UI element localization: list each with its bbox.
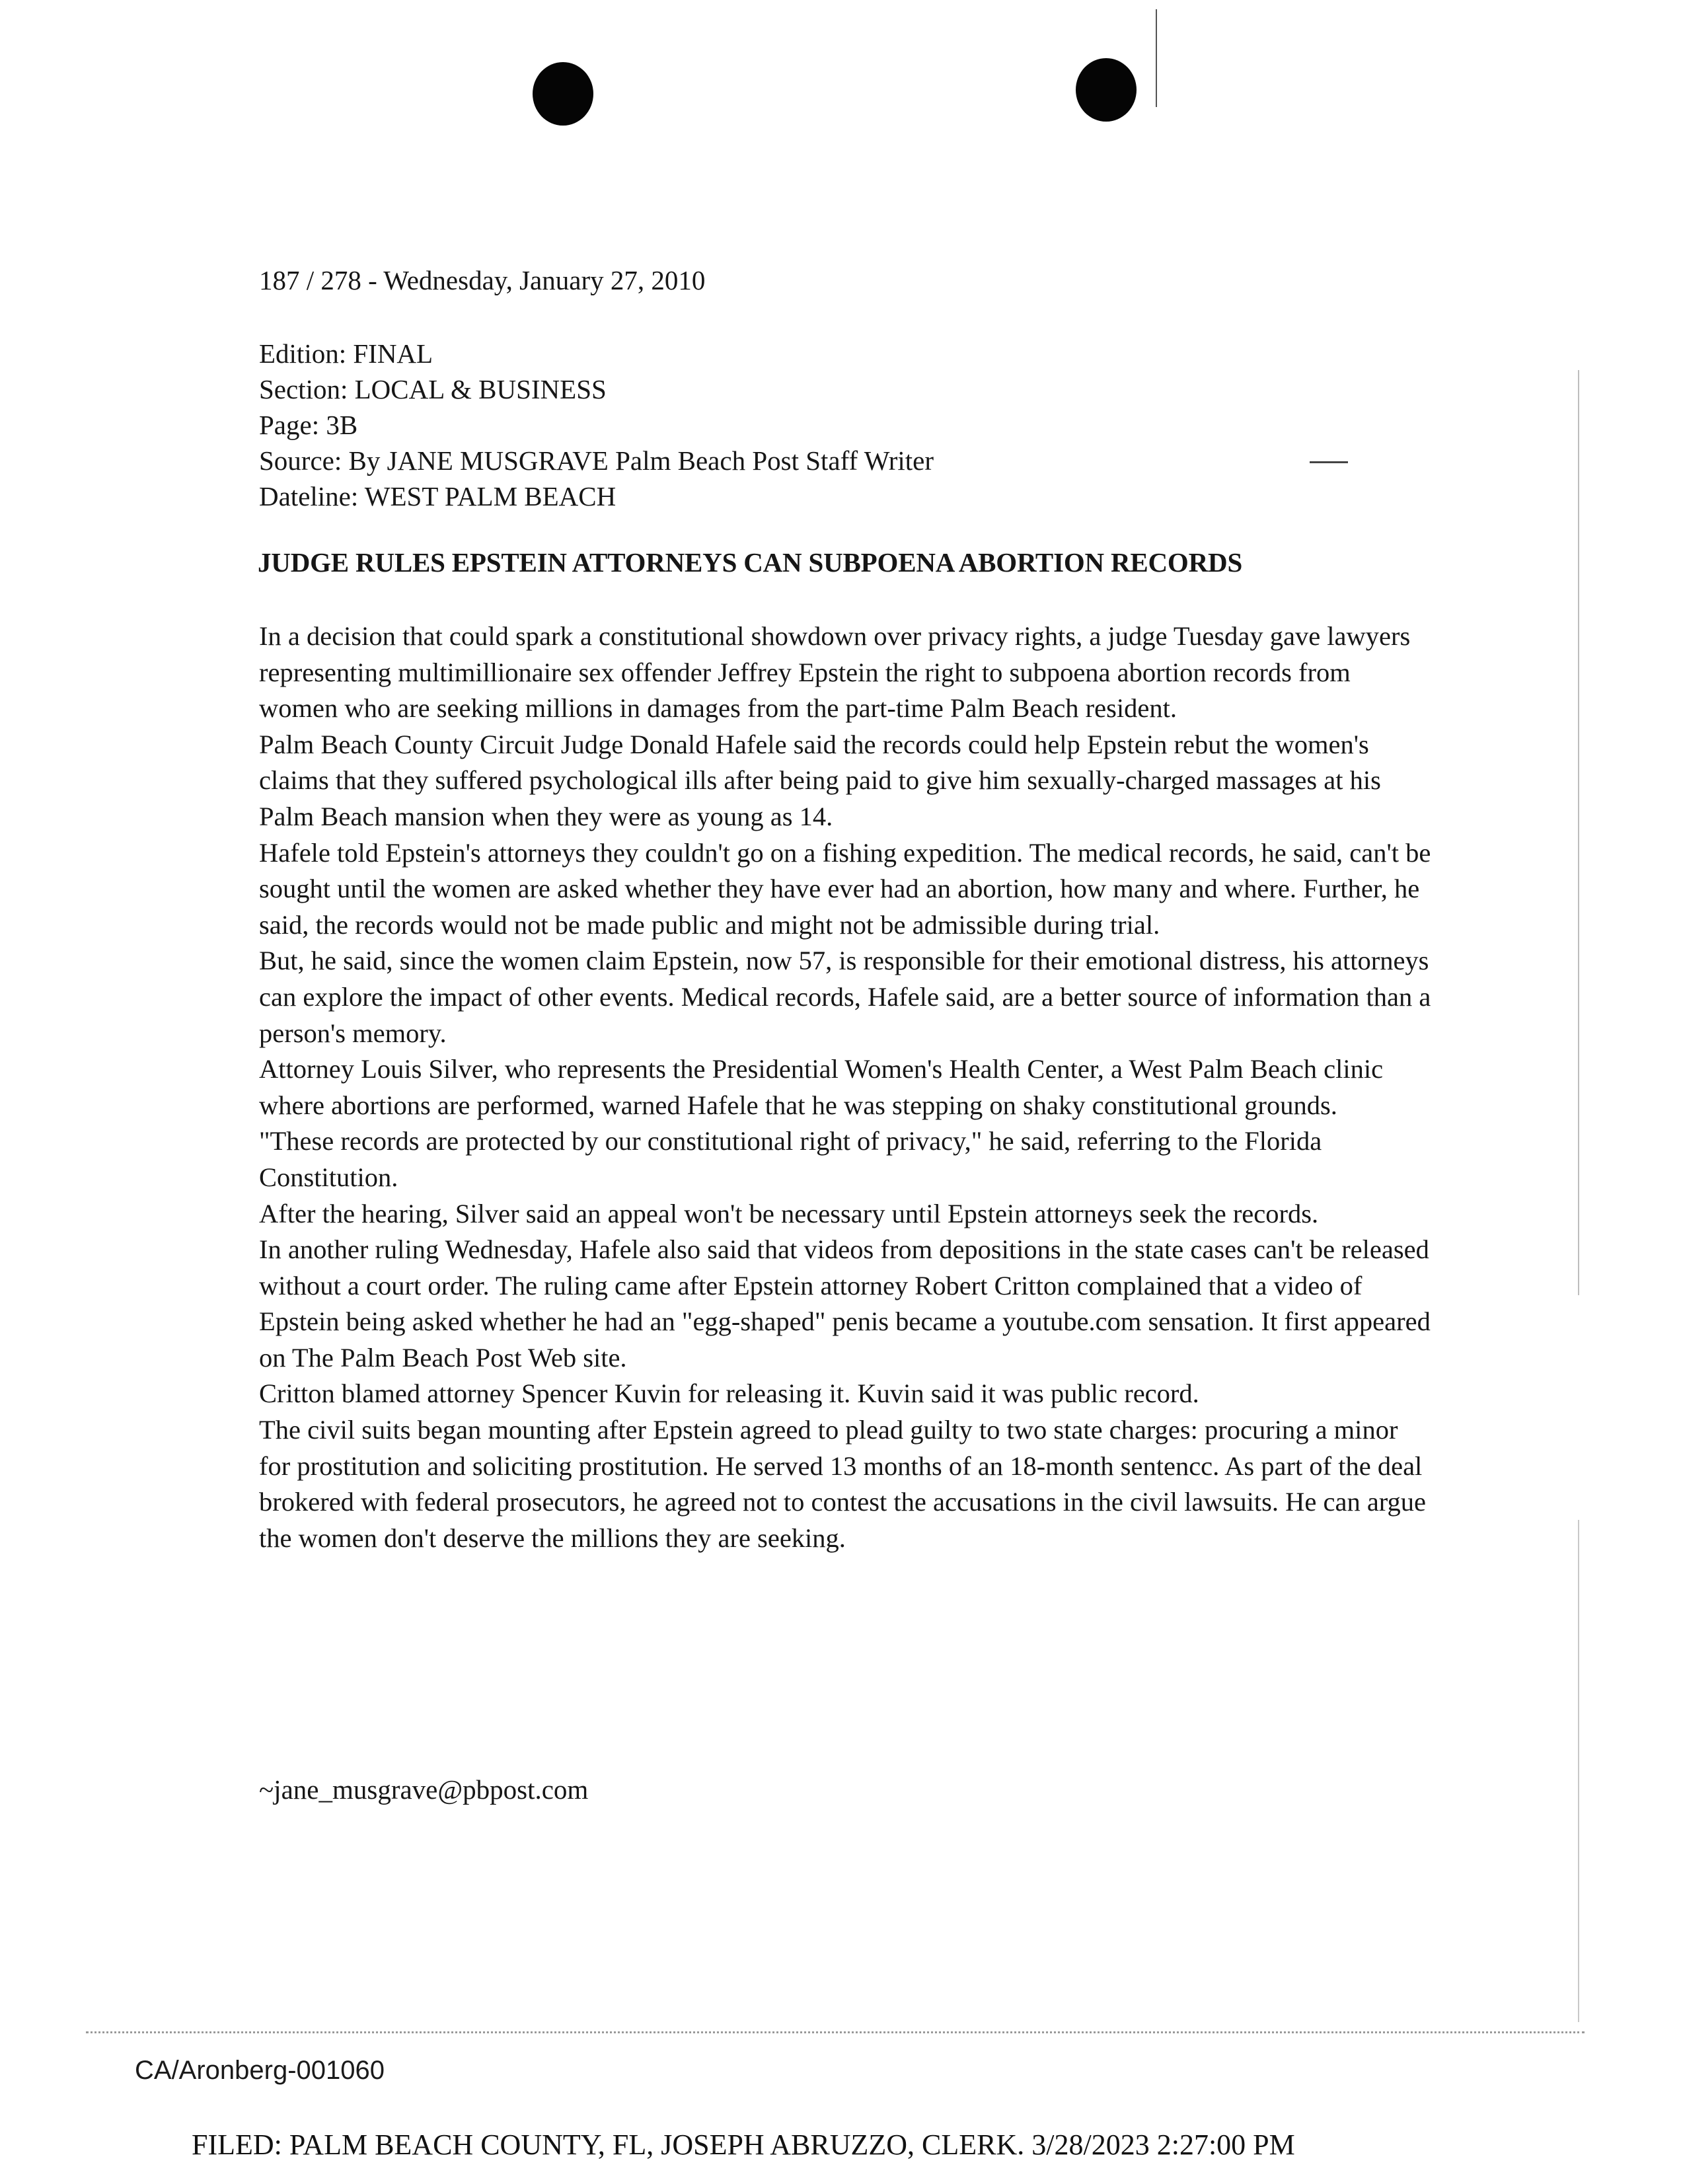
- paragraph: Critton blamed attorney Spencer Kuvin for releasing it. Kuvin said it was public record.: [259, 1378, 1199, 1409]
- article-body: [259, 619, 1435, 1556]
- source-line: Source: By JANE MUSGRAVE Palm Beach Post Staff Writer: [259, 445, 934, 476]
- scan-mark-right-edge-2: [1578, 1520, 1579, 2022]
- paragraph: But, he said, since the women claim Epstein, now 57, is responsible for their emotional distress, his attorneys can explore the impact of other events. Medical records, Hafele said, are a better source of information than a person's memory.: [259, 946, 1431, 1048]
- page-line: Page: 3B: [259, 410, 358, 440]
- metadata-block: [259, 336, 1435, 514]
- paragraph: Hafele told Epstein's attorneys they couldn't go on a fishing expedition. The medical records, he said, can't be sought until the women are asked whether they have ever had an abortion, how many and where. Further, he said, the records would not be made public and might not be admissible during trial.: [259, 837, 1431, 940]
- paragraph: In a decision that could spark a constitutional showdown over privacy rights, a judge Tuesday gave lawyers representing multimillionaire sex offender Jeffrey Epstein the right to subpoena abortion records from women who are seeking millions in damages from the part-time Palm Beach resident.: [259, 621, 1411, 724]
- paragraph: Attorney Louis Silver, who represents the Presidential Women's Health Center, a West Palm Beach clinic where abortions are performed, warned Hafele that he was stepping on shaky constitutional grounds.: [259, 1054, 1384, 1120]
- bates-number: CA/Aronberg-001060: [135, 2056, 385, 2085]
- punch-hole-left: [533, 62, 593, 126]
- page-separator: [86, 2031, 1585, 2033]
- section-line: Section: LOCAL & BUSINESS: [259, 374, 607, 404]
- paragraph: Palm Beach County Circuit Judge Donald Hafele said the records could help Epstein rebut the women's claims that they suffered psychological ills after being paid to give him sexually-charged massages at his Palm Beach mansion when they were as young as 14.: [259, 729, 1381, 831]
- article-headline: JUDGE RULES EPSTEIN ATTORNEYS CAN SUBPOENA ABORTION RECORDS: [258, 547, 1243, 578]
- paragraph: In another ruling Wednesday, Hafele also said that videos from depositions in the state cases can't be released without a court order. The ruling came after Epstein attorney Robert Critton complained that a video of Epstein being asked whether he had an "egg-shaped" penis became a youtube.com sensation. It first appeared on The Palm Beach Post Web site.: [259, 1234, 1431, 1373]
- date-line: 187 / 278 - Wednesday, January 27, 2010: [259, 265, 706, 295]
- paragraph: After the hearing, Silver said an appeal won't be necessary until Epstein attorneys seek the records.: [259, 1198, 1319, 1228]
- dateline-line: Dateline: WEST PALM BEACH: [259, 481, 616, 511]
- edition-line: Edition: FINAL: [259, 338, 433, 369]
- filed-stamp: FILED: PALM BEACH COUNTY, FL, JOSEPH ABRUZZO, CLERK. 3/28/2023 2:27:00 PM: [192, 2128, 1295, 2161]
- paragraph: The civil suits began mounting after Epstein agreed to plead guilty to two state charges: procuring a minor for prostitution and soliciting prostitution. He served 13 months of an 18-month sentencc. As part of the deal brokered with federal prosecutors, he agreed not to contest the accusations in the civil lawsuits. He can argue the women don't deserve the millions they are seeking.: [259, 1415, 1427, 1553]
- punch-hole-right: [1076, 58, 1137, 122]
- author-email: ~jane_musgrave@pbpost.com: [259, 1774, 589, 1805]
- scan-mark-top-right: [1156, 9, 1157, 107]
- scan-mark-right-edge-1: [1578, 370, 1579, 1295]
- paragraph: "These records are protected by our constitutional right of privacy," he said, referring to the Florida Constitution.: [259, 1126, 1322, 1192]
